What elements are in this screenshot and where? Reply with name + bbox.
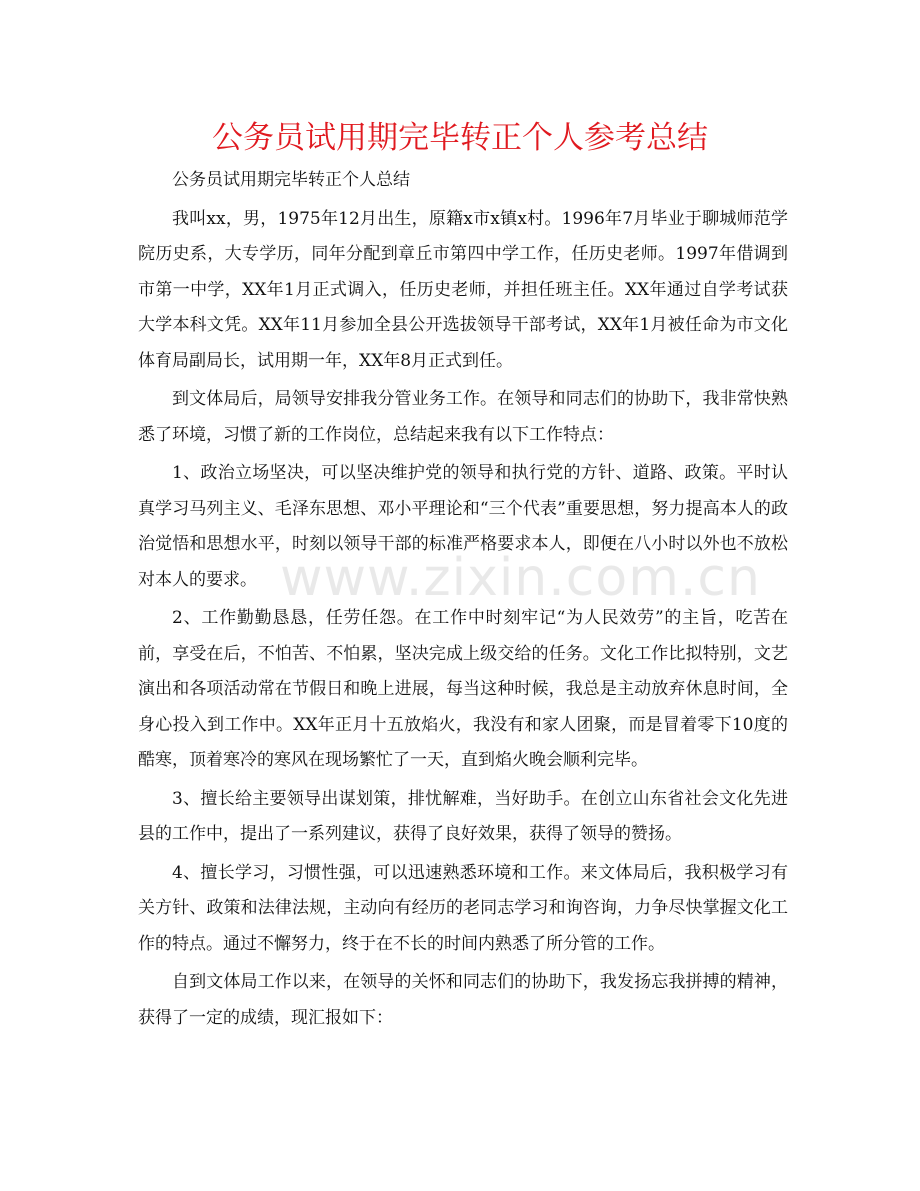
point-2-paragraph: 2、工作勤勤恳恳，任劳任怨。在工作中时刻牢记“为人民效劳”的主旨，吃苦在前，享受在后，不怕苦、不怕累，坚决完成上级交给的任务。文化工作比拟特别，文艺演出和各项活动常在节假日和晚上进展，每当这种时候，我总是主动放弃休息时间，全身心投入到工作中。XX年正月十五放焰火，我没有和家人团聚，而是冒着零下10度的酷寒，顶着寒冷的寒风在现场繁忙了一天，直到焰火晚会顺利完毕。 <box>138 608 788 770</box>
intro-paragraph: 我叫xx，男，1975年12月出生，原籍x市x镇x村。1996年7月毕业于聊城师范学院历史系，大专学历，同年分配到章丘市第四中学工作，任历史老师。1997年借调到市第一中学，XX年1月正式调入，任历史老师，并担任班主任。XX年通过自学考试获大学本科文凭。XX年11月参加全县公开选拔领导干部考试，XX年1月被任命为市文化体育局副局长，试用期一年，XX年8月正式到任。 <box>138 208 788 371</box>
point-4-paragraph: 4、擅长学习，习惯性强，可以迅速熟悉环境和工作。来文体局后，我积极学习有关方针、政策和法律法规，主动向有经历的老同志学习和询咨询，力争尽快掌握文化工作的特点。通过不懈努力，终于在不长的时间内熟悉了所分管的工作。 <box>138 862 788 954</box>
document-body <box>138 163 788 1039</box>
point-1-paragraph: 1、政治立场坚决，可以坚决维护党的领导和执行党的方针、道路、政策。平时认真学习马列主义、毛泽东思想、邓小平理论和“三个代表”重要思想，努力提高本人的政治觉悟和思想水平，时刻以领导干部的标准严格要求本人，即便在八小时以外也不放松对本人的要求。 <box>138 463 788 590</box>
document-title: 公务员试用期完毕转正个人参考总结 <box>212 120 708 156</box>
report-paragraph: 自到文体局工作以来，在领导的关怀和同志们的协助下，我发扬忘我拼搏的精神，获得了一定的成绩，现汇报如下： <box>138 972 788 1028</box>
work-start-paragraph: 到文体局后，局领导安排我分管业务工作。在领导和同志们的协助下，我非常快熟悉了环境，习惯了新的工作岗位，总结起来我有以下工作特点： <box>138 389 788 445</box>
watermark: www.zixin.com.cn <box>280 548 761 608</box>
subtitle-paragraph: 公务员试用期完毕转正个人总结 <box>172 170 410 190</box>
point-3-paragraph: 3、擅长给主要领导出谋划策，排忧解难，当好助手。在创立山东省社会文化先进县的工作中，提出了一系列建议，获得了良好效果，获得了领导的赞扬。 <box>138 788 788 844</box>
